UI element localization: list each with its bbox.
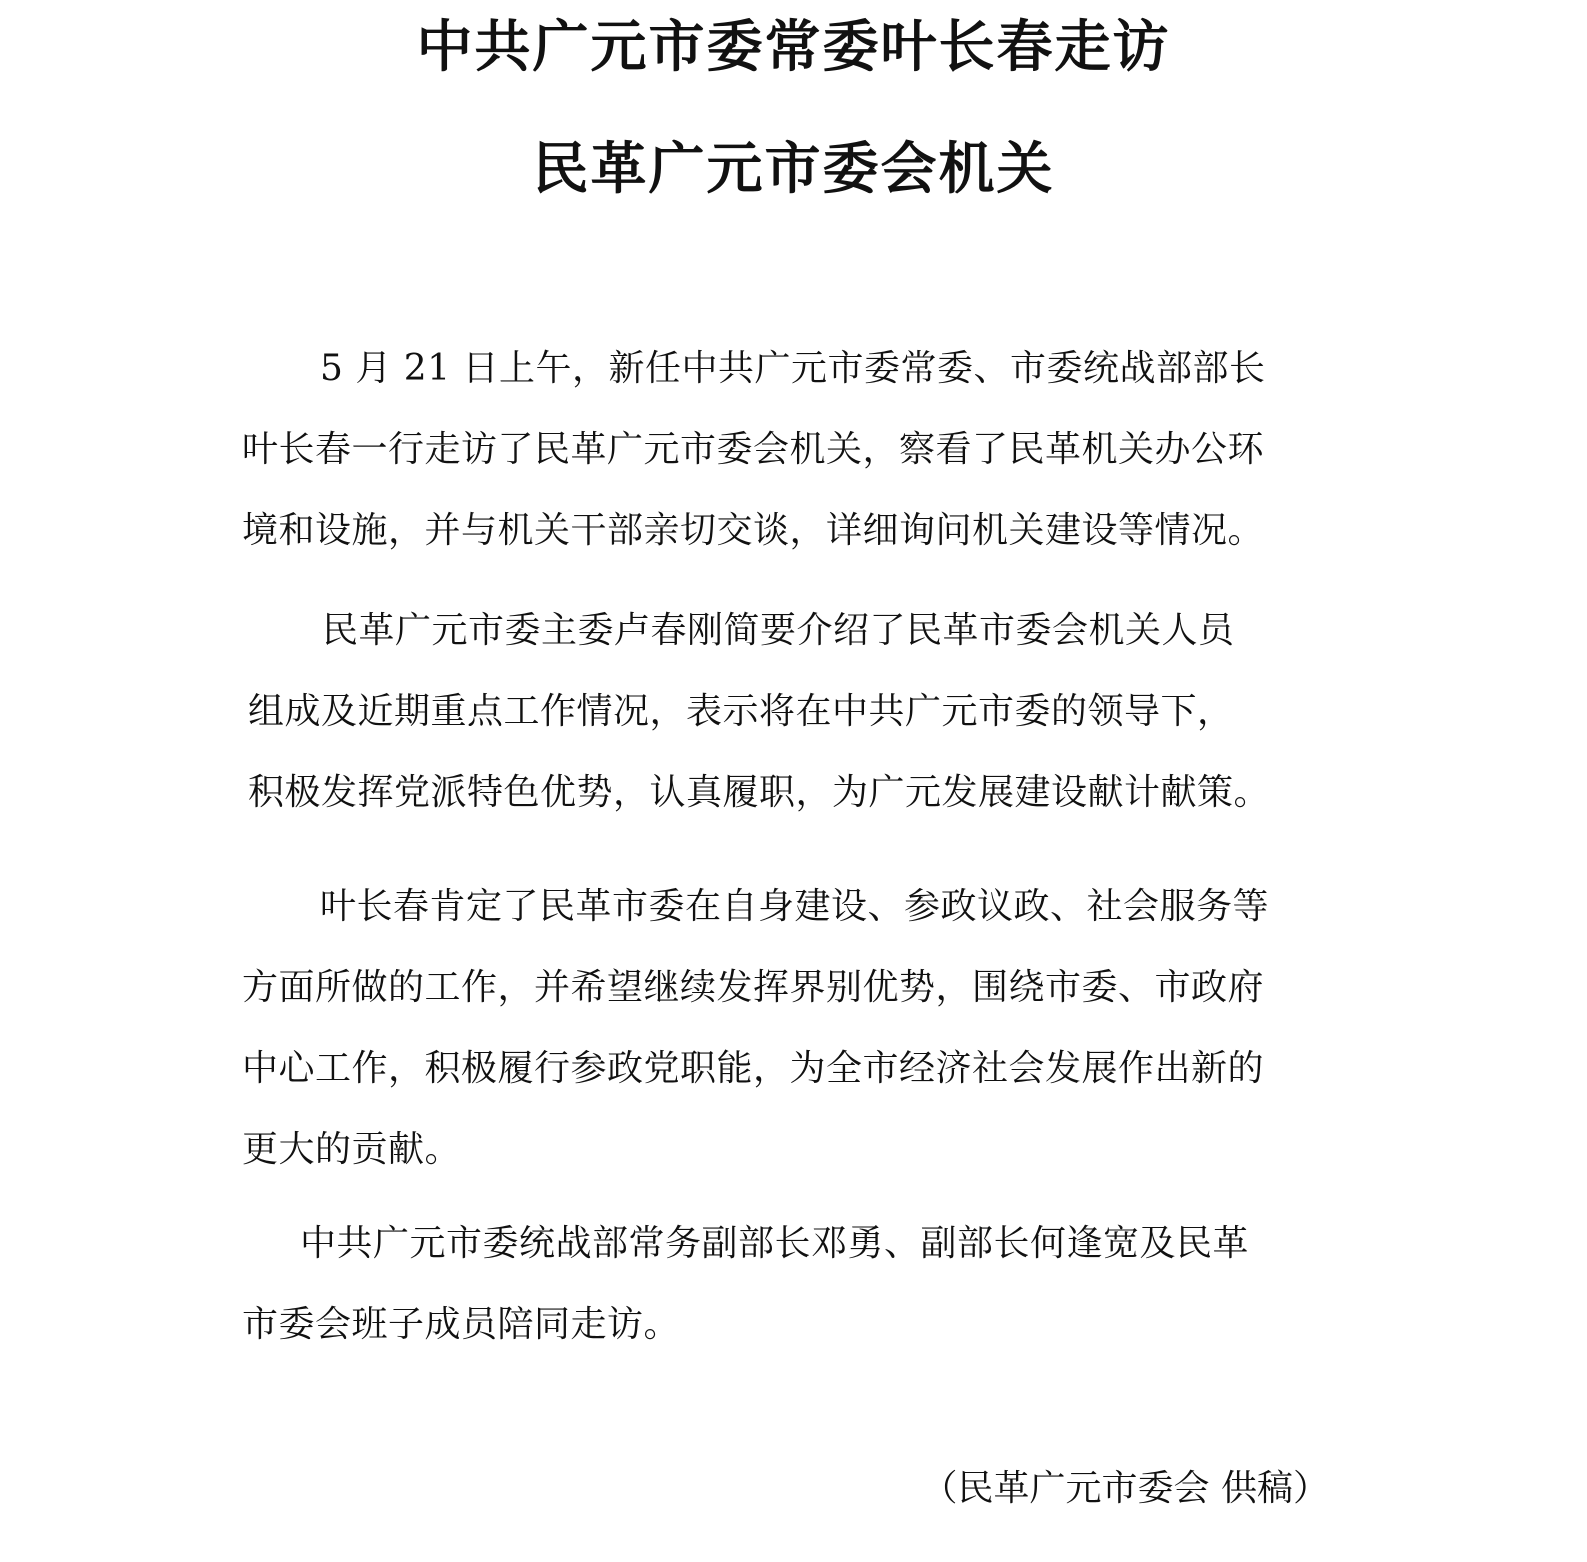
paragraph-line: 叶长春肯定了民革市委在自身建设、参政议政、社会服务等 (320, 886, 1270, 927)
document-title-line-2: 民革广元市委会机关 (532, 136, 1055, 202)
paragraph-line: 市委会班子成员陪同走访。 (242, 1304, 681, 1345)
paragraph-line: 民革广元市委主委卢春刚简要介绍了民革市委会机关人员 (322, 610, 1235, 651)
paragraph-line: 叶长春一行走访了民革广元市委会机关，察看了民革机关办公环 (242, 429, 1265, 470)
paragraph-line: 5 月 21 日上午，新任中共广元市委常委、市委统战部部长 (320, 348, 1266, 389)
paragraph-line: 积极发挥党派特色优势，认真履职，为广元发展建设献计献策。 (248, 772, 1271, 813)
paragraph-line: 中心工作，积极履行参政党职能，为全市经济社会发展作出新的 (242, 1048, 1265, 1089)
body-paragraph-3 (242, 866, 1337, 1190)
body-paragraph-2 (242, 590, 1337, 833)
source-credit: （民革广元市委会 供稿） (921, 1468, 1329, 1509)
paragraph-line: 境和设施，并与机关干部亲切交谈，详细询问机关建设等情况。 (242, 510, 1265, 551)
document-title-line-1: 中共广元市委常委叶长春走访 (416, 14, 1171, 80)
paragraph-line: 中共广元市委统战部常务副部长邓勇、副部长何逢宽及民革 (300, 1223, 1250, 1264)
paragraph-line: 更大的贡献。 (242, 1129, 462, 1170)
body-paragraph-1 (242, 328, 1337, 571)
paragraph-line: 组成及近期重点工作情况，表示将在中共广元市委的领导下， (248, 691, 1234, 732)
body-paragraph-4 (242, 1203, 1337, 1365)
paragraph-line: 方面所做的工作，并希望继续发挥界别优势，围绕市委、市政府 (242, 967, 1265, 1008)
